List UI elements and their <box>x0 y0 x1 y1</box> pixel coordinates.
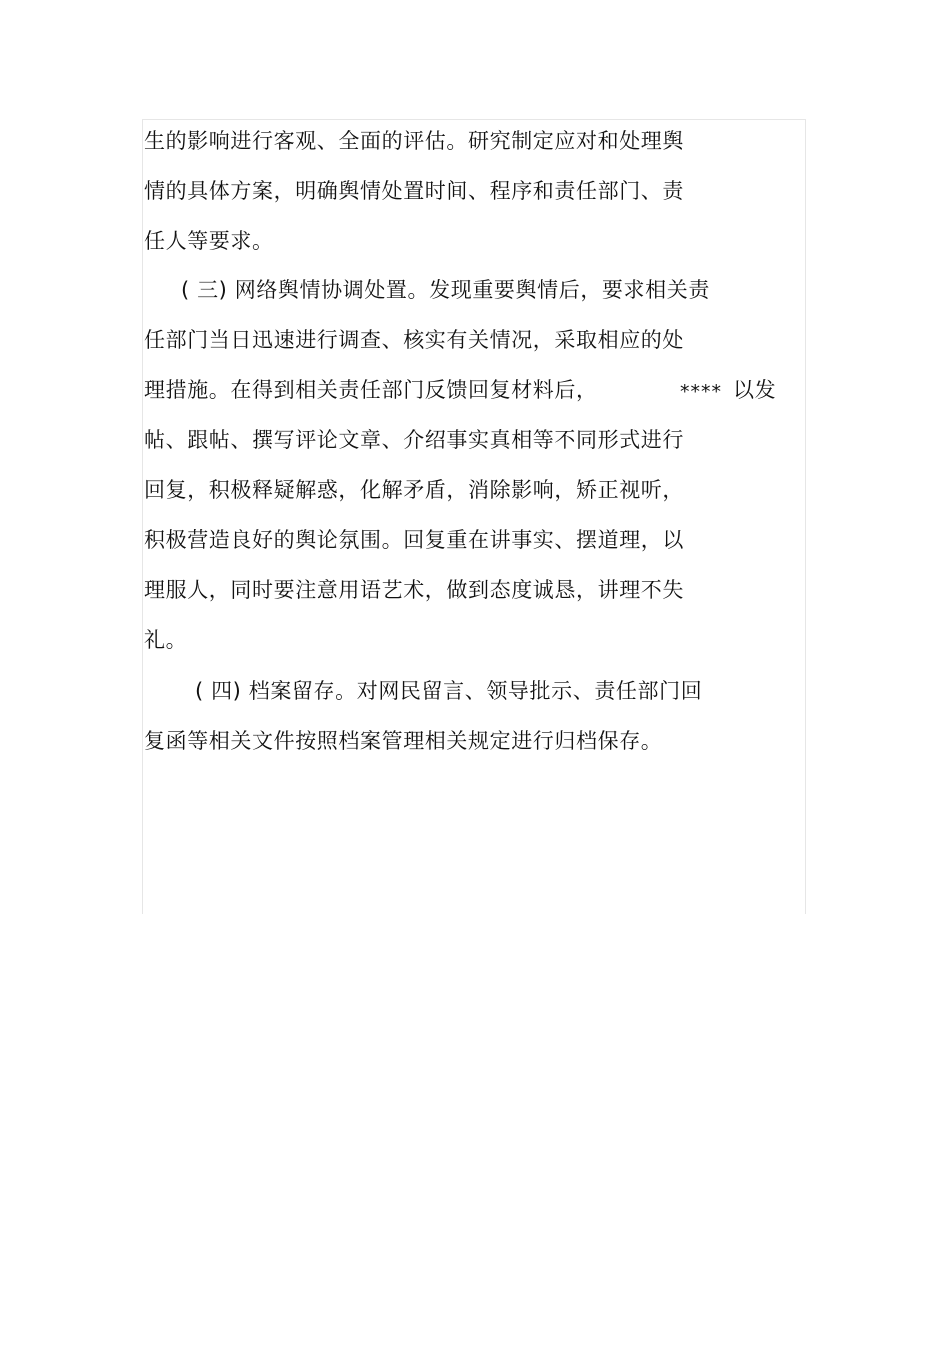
text-line-6: 理措施。在得到相关责任部门反馈回复材料后， <box>144 378 598 402</box>
text-line-1: 生的影响进行客观、全面的评估。研究制定应对和处理舆 <box>144 129 684 153</box>
text-line-8: 回复，积极释疑解惑，化解矛盾，消除影响，矫正视听， <box>144 478 684 502</box>
redacted-mark: **** <box>680 381 722 403</box>
text-line-9: 积极营造良好的舆论氛围。回复重在讲事实、摆道理，以 <box>144 528 684 552</box>
text-line-2: 情的具体方案，明确舆情处置时间、程序和责任部门、责 <box>144 179 684 203</box>
text-line-10: 理服人，同时要注意用语艺术，做到态度诚恳，讲理不失 <box>144 578 684 602</box>
text-line-7: 帖、跟帖、撰写评论文章、介绍事实真相等不同形式进行 <box>144 428 684 452</box>
section-three-heading-line: ( 三) 网络舆情协调处置。发现重要舆情后，要求相关责 <box>181 278 710 302</box>
text-line-11: 礼。 <box>144 628 188 652</box>
text-line-6-tail: 以发 <box>733 378 777 402</box>
text-line-13: 复函等相关文件按照档案管理相关规定进行归档保存。 <box>144 729 663 753</box>
section-four-heading-line: ( 四) 档案留存。对网民留言、领导批示、责任部门回 <box>195 679 703 703</box>
text-line-5: 任部门当日迅速进行调查、核实有关情况，采取相应的处 <box>144 328 684 352</box>
text-line-3: 任人等要求。 <box>144 229 274 253</box>
